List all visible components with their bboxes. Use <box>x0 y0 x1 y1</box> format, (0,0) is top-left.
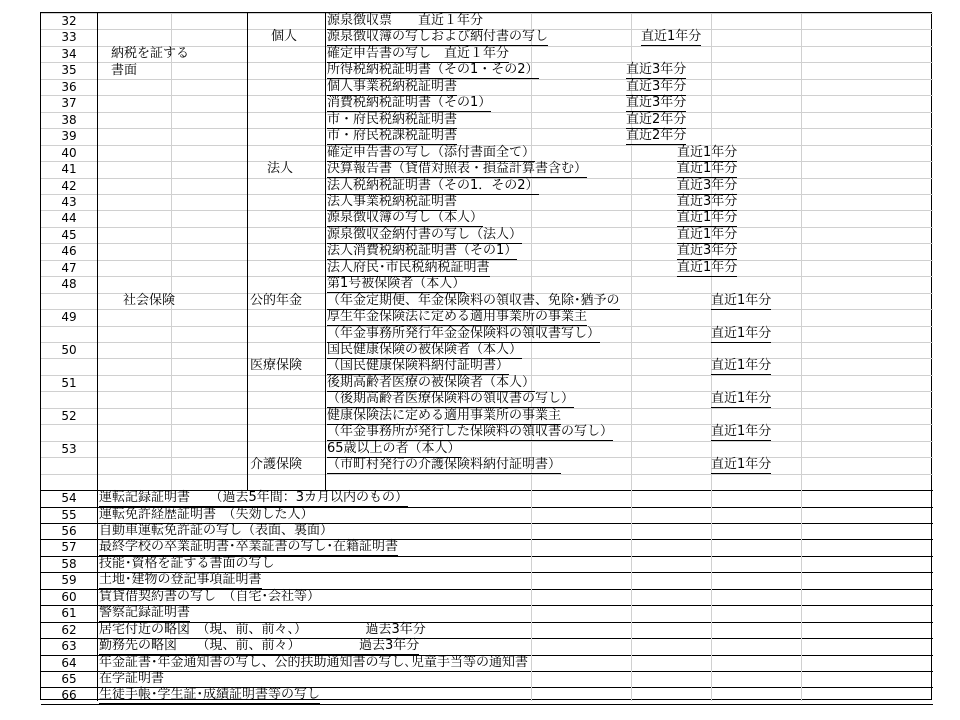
column-divider <box>247 13 248 490</box>
document-name: 運転免許経歴証明書 （失効した人） <box>99 506 314 522</box>
row-number: 45 <box>61 227 77 242</box>
period-label: 直近3年分 <box>677 177 738 193</box>
row-number: 43 <box>61 194 77 209</box>
group-label-medical-insurance: 医療保険 <box>250 358 303 373</box>
period-label: 直近3年分 <box>677 243 738 259</box>
period-label: 直近1年分 <box>677 161 738 177</box>
document-name-line2: （国民健康保険料納付証明書） <box>327 358 510 374</box>
document-name-line1: 65歳以上の者（本人） <box>327 440 461 456</box>
row-number: 52 <box>61 408 77 423</box>
document-name: 賃貸借契約書の写し （自宅･会社等） <box>99 588 321 604</box>
group-label-individual: 個人 <box>271 29 298 44</box>
document-name: 源泉徴収票 直近１年分 <box>327 13 484 28</box>
row-number: 51 <box>61 375 77 390</box>
row-number: 42 <box>61 178 77 193</box>
row-number: 34 <box>61 46 77 61</box>
row-number: 64 <box>61 655 77 670</box>
document-name: 最終学校の卒業証明書･卒業証書の写し･在籍証明書 <box>99 539 399 555</box>
document-name: 勤務先の略図 （現、前、前々） 過去3年分 <box>99 638 420 654</box>
row-number: 47 <box>61 260 77 275</box>
row-number: 39 <box>61 129 77 144</box>
period-label: 直近2年分 <box>626 128 687 144</box>
row-number: 49 <box>61 310 77 325</box>
document-name: 源泉徴収簿の写し（本人） <box>327 210 484 226</box>
document-name: 市・府民税納税証明書 <box>327 111 458 127</box>
row-number: 41 <box>61 162 77 177</box>
period-label: 直近1年分 <box>711 325 772 341</box>
row-number: 48 <box>61 277 77 292</box>
document-name: 市・府民税課税証明書 <box>327 128 458 144</box>
period-label: 直近1年分 <box>711 424 772 440</box>
period-label: 直近1年分 <box>711 457 772 473</box>
document-name-line1: 第1号被保険者（本人） <box>327 276 466 292</box>
document-name-line2: （年金定期便、年金保険料の領収書、免除･猶予の <box>327 292 620 308</box>
row-number: 60 <box>61 589 77 604</box>
row-number: 56 <box>61 523 77 538</box>
row-number: 53 <box>61 441 77 456</box>
period-label: 直近1年分 <box>711 292 772 308</box>
column-divider <box>97 13 98 701</box>
document-name: 法人府民･市民税納税証明書 <box>327 259 490 275</box>
row-number: 35 <box>61 63 77 78</box>
group-label-care-insurance: 介護保険 <box>250 457 303 472</box>
document-name: 所得税納税証明書（その1・その2） <box>327 62 539 78</box>
document-name: 警察記録証明書 <box>99 605 191 621</box>
group-label-tax-proof-line1: 納税を証する <box>111 46 190 61</box>
group-label-social-insurance: 社会保険 <box>123 293 176 308</box>
row-number: 62 <box>61 622 77 637</box>
period-label: 直近1年分 <box>641 29 702 45</box>
row-number: 32 <box>61 14 77 28</box>
column-divider <box>325 13 326 490</box>
document-name: 個人事業税納税証明書 <box>327 78 458 94</box>
document-name: 居宅付近の略図 （現、前、前々、） 過去3年分 <box>99 621 426 637</box>
row-number: 37 <box>61 96 77 111</box>
row-number: 65 <box>61 672 77 686</box>
document-table <box>40 12 932 703</box>
row-number: 33 <box>61 30 77 45</box>
period-label: 直近3年分 <box>626 62 687 78</box>
row-divider <box>41 128 933 129</box>
period-label: 直近1年分 <box>711 391 772 407</box>
document-name: 年金証書･年金通知書の写し、公的扶助通知書の写し､児童手当等の通知書 <box>99 654 529 670</box>
row-number: 54 <box>61 491 77 506</box>
document-name-line1: 国民健康保険の被保険者（本人） <box>327 342 523 357</box>
document-name: 土地･建物の登記事項証明書 <box>99 572 262 588</box>
row-number: 59 <box>61 573 77 588</box>
row-number: 50 <box>61 343 77 357</box>
row-number: 66 <box>61 688 77 703</box>
row-number: 55 <box>61 507 77 522</box>
row-divider <box>41 13 933 14</box>
period-label: 直近3年分 <box>626 95 687 111</box>
group-label-public-pension: 公的年金 <box>250 293 303 308</box>
document-name-line2: （後期高齢者医療保険料の領収書の写し） <box>327 391 575 407</box>
period-label: 直近1年分 <box>677 210 738 226</box>
period-label: 直近1年分 <box>677 226 738 242</box>
column-divider <box>171 13 172 490</box>
row-number: 44 <box>61 211 77 226</box>
document-name: 源泉徴収金納付書の写し（法人） <box>327 226 523 242</box>
document-name: 法人事業税納税証明書 <box>327 193 458 209</box>
document-name: 確定申告書の写し（添付書面全て） <box>327 144 536 160</box>
document-name-line2: （年金事務所発行年金金保険料の領収書写し） <box>327 325 601 341</box>
document-name-line1: 後期高齢者医療の被保険者（本人） <box>327 374 536 390</box>
document-name: 消費税納税証明書（その1） <box>327 95 492 111</box>
period-label: 直近3年分 <box>626 78 687 94</box>
document-name-line2: （市町村発行の介護保険料納付証明書） <box>327 457 562 473</box>
row-number: 46 <box>61 244 77 259</box>
document-name-line1: 健康保険法に定める適用事業所の事業主 <box>327 407 562 423</box>
row-divider <box>41 210 933 211</box>
document-name-line2: （年金事務所が発行した保険料の領収書の写し） <box>327 424 614 440</box>
column-divider <box>711 13 712 701</box>
group-label-tax-proof-line2: 書面 <box>111 63 138 78</box>
period-label: 直近1年分 <box>711 358 772 374</box>
document-name: 源泉徴収簿の写しおよび納付書の写し <box>327 29 549 45</box>
row-number: 58 <box>61 556 77 571</box>
document-name: 生徒手帳･学生証･成績証明書等の写し <box>99 687 321 703</box>
row-number: 63 <box>61 639 77 654</box>
group-label-corporation: 法人 <box>267 161 294 176</box>
document-name: 在学証明書 <box>99 671 165 686</box>
row-number: 40 <box>61 145 77 160</box>
document-name-line1: 厚生年金保険法に定める適用事業所の事業主 <box>327 309 588 325</box>
document-name: 自動車運転免許証の写し（表面、裏面） <box>99 522 334 538</box>
column-divider <box>531 13 532 701</box>
column-divider <box>801 13 802 701</box>
row-number: 36 <box>61 79 77 94</box>
period-label: 直近3年分 <box>677 193 738 209</box>
document-name: 法人消費税納税証明書（その1） <box>327 243 518 259</box>
document-name: 決算報告書（貸借対照表・損益計算書含む） <box>327 161 588 177</box>
row-number: 61 <box>61 606 77 621</box>
document-name: 技能･資格を証する書面の写し <box>99 555 275 571</box>
period-label: 直近2年分 <box>626 111 687 127</box>
document-name: 運転記録証明書 （過去5年間：3カ月以内のもの） <box>99 490 409 506</box>
period-label: 直近1年分 <box>677 259 738 275</box>
document-name: 法人税納税証明書（その1．その2） <box>327 177 539 193</box>
period-label: 直近1年分 <box>677 144 738 160</box>
document-name: 確定申告書の写し 直近１年分 <box>327 45 510 61</box>
row-number: 57 <box>61 540 77 555</box>
row-number: 38 <box>61 112 77 127</box>
